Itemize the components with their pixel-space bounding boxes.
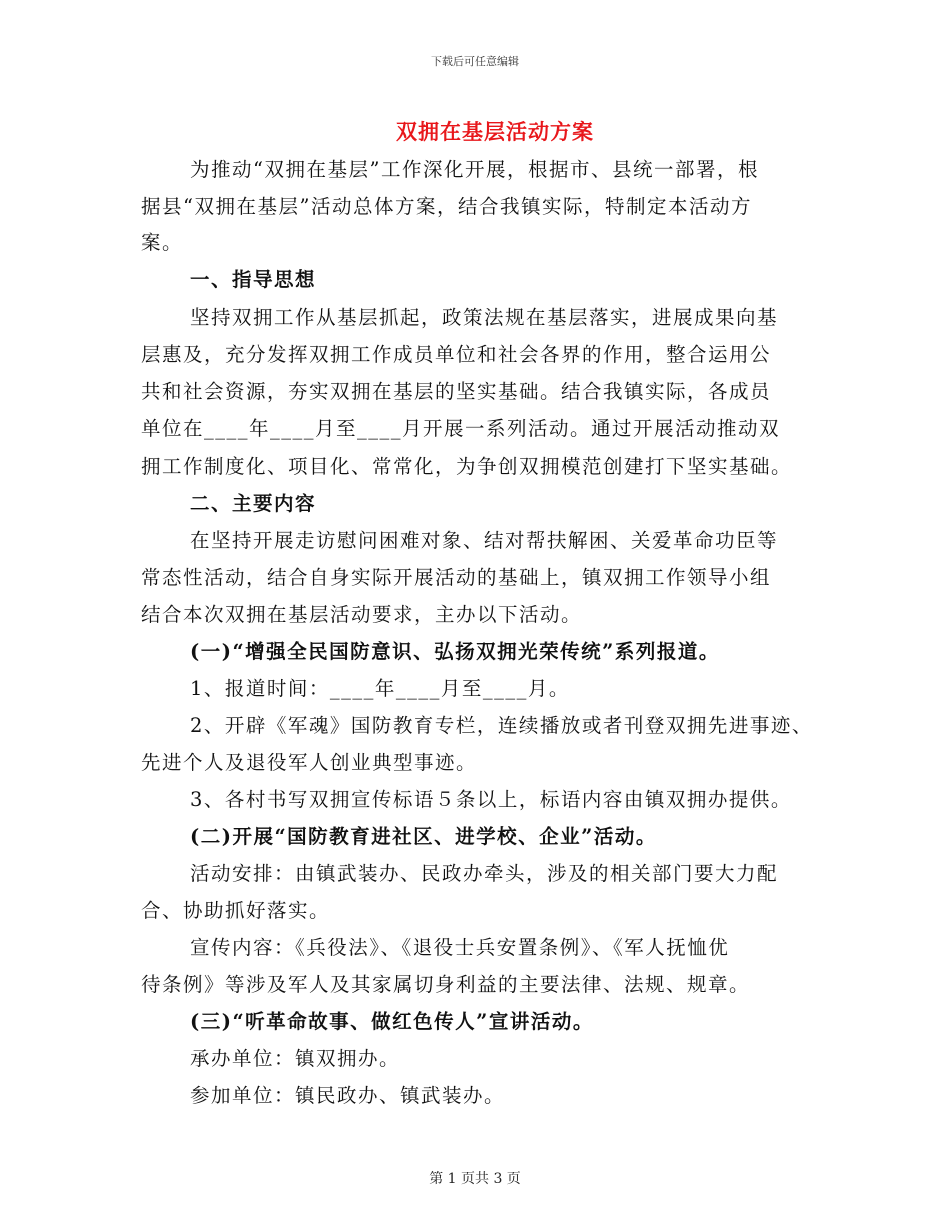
section1-line-2: 层惠及，充分发挥双拥工作成员单位和社会各界的作用，整合运用公 xyxy=(141,343,772,366)
intro-line-1: 为推动“双拥在基层”工作深化开展，根据市、县统一部署，根 xyxy=(190,158,759,181)
subsection-heading-2: (二)开展“国防教育进社区、进学校、企业”活动。 xyxy=(190,825,657,848)
sub3-participating-units: 参加单位：镇民政办、镇武装办。 xyxy=(190,1084,506,1107)
intro-line-3: 案。 xyxy=(141,231,184,254)
section2-line-3: 结合本次双拥在基层活动要求，主办以下活动。 xyxy=(141,603,583,626)
document-title: 双拥在基层活动方案 xyxy=(396,119,594,144)
sub2-content-line-2: 待条例》等涉及军人及其家属切身利益的主要法律、法规、规章。 xyxy=(141,973,751,996)
section-heading-guiding-ideology: 一、指导思想 xyxy=(190,268,317,291)
page-header: 下载后可任意编辑 xyxy=(431,55,519,68)
sub1-item-1: 1、报道时间：____年____月至____月。 xyxy=(190,677,570,700)
sub1-item-2-line-2: 先进个人及退役军人创业典型事迹。 xyxy=(141,751,478,774)
section-heading-main-content: 二、主要内容 xyxy=(190,492,317,515)
sub1-item-2-line-1: 2、开辟《军魂》国防教育专栏，连续播放或者刊登双拥先进事迹、 xyxy=(190,714,813,737)
section1-line-4: 单位在____年____月至____月开展一系列活动。通过开展活动推动双 xyxy=(141,417,781,440)
section2-line-1: 在坚持开展走访慰问困难对象、结对帮扶解困、关爱革命功臣等 xyxy=(190,529,779,552)
page-footer: 第 1 页共 3 页 xyxy=(429,1171,521,1187)
section1-line-5: 拥工作制度化、项目化、常常化，为争创双拥模范创建打下坚实基础。 xyxy=(141,455,793,478)
subsection-heading-1: (一)“增强全民国防意识、弘扬双拥光荣传统”系列报道。 xyxy=(190,640,720,663)
section1-line-3: 共和社会资源，夯实双拥在基层的坚实基础。结合我镇实际，各成员 xyxy=(141,380,772,403)
intro-line-2: 据县“双拥在基层”活动总体方案，结合我镇实际，特制定本活动方 xyxy=(141,195,752,218)
section2-line-2: 常态性活动，结合自身实际开展活动的基础上，镇双拥工作领导小组 xyxy=(141,566,772,589)
section1-line-1: 坚持双拥工作从基层抓起，政策法规在基层落实，进展成果向基 xyxy=(190,306,779,329)
sub2-content-line-1: 宣传内容：《兵役法》、《退役士兵安置条例》、《军人抚恤优 xyxy=(190,936,730,959)
sub2-arrange-line-1: 活动安排：由镇武装办、民政办牵头，涉及的相关部门要大力配 xyxy=(190,862,779,885)
sub2-arrange-line-2: 合、协助抓好落实。 xyxy=(141,899,331,922)
sub1-item-3: 3、各村书写双拥宣传标语５条以上，标语内容由镇双拥办提供。 xyxy=(190,788,792,811)
subsection-heading-3: (三)“听革命故事、做红色传人”宣讲活动。 xyxy=(190,1010,594,1033)
sub3-host-unit: 承办单位：镇双拥办。 xyxy=(190,1047,401,1070)
